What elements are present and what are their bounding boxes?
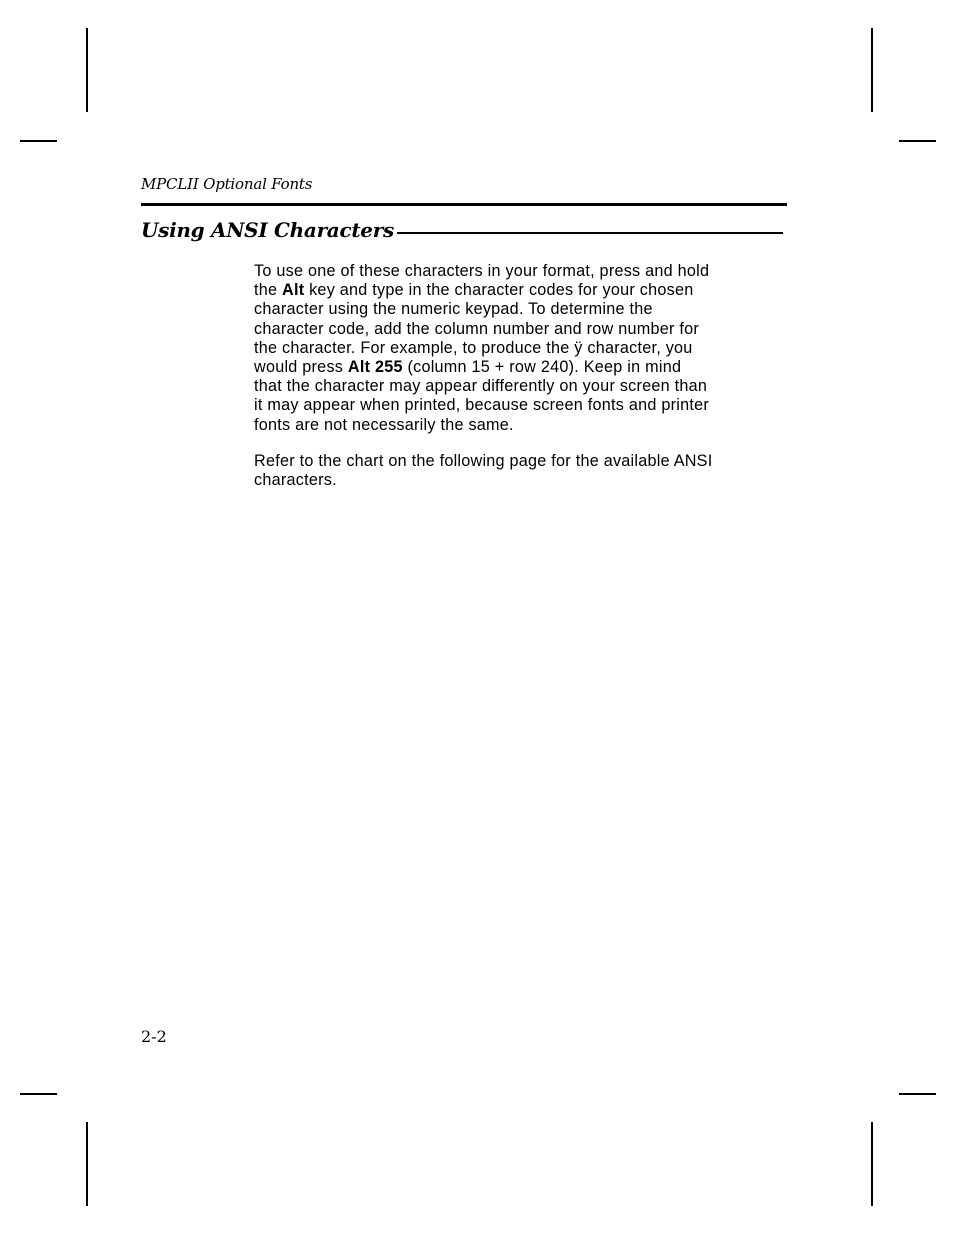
alt-key-label: Alt: [282, 281, 305, 300]
text-line: the character. For example, to produce the ÿ character, you: [254, 338, 693, 357]
text-fragment: the: [254, 281, 283, 300]
crop-mark-bottom-left-horizontal: [20, 1093, 57, 1095]
section-title-rule: [397, 232, 783, 234]
text-line: [254, 281, 784, 300]
alt-255-key-label: Alt 255: [347, 358, 403, 377]
section-heading: [141, 218, 783, 242]
header-rule: [141, 203, 787, 206]
text-line: character code, add the column number and row number for: [254, 319, 700, 338]
crop-mark-bottom-right-horizontal: [899, 1093, 936, 1095]
text-line: it may appear when printed, because screen fonts and printer: [254, 396, 710, 415]
paragraph-chart-reference: [254, 452, 784, 490]
text-line: character using the numeric keypad. To determine the: [254, 300, 653, 319]
crop-mark-top-right-vertical: [871, 28, 873, 112]
text-line: [254, 358, 784, 377]
text-fragment: (column 15 + row 240). Keep in mind: [402, 358, 682, 377]
crop-mark-top-left-horizontal: [20, 140, 57, 142]
crop-mark-bottom-right-vertical: [871, 1122, 873, 1206]
body-text: [254, 262, 784, 507]
paragraph-alt-key-instructions: [254, 262, 784, 435]
crop-mark-top-left-vertical: [86, 28, 88, 112]
text-fragment: key and type in the character codes for your chosen: [304, 281, 694, 300]
text-line: Refer to the chart on the following page for the available ANSI: [254, 451, 713, 470]
text-fragment: would press: [254, 358, 348, 377]
text-line: characters.: [254, 471, 337, 490]
text-line: fonts are not necessarily the same.: [254, 415, 514, 434]
text-line: To use one of these characters in your format, press and hold: [254, 262, 710, 280]
section-title: Using ANSI Characters: [141, 218, 394, 242]
crop-mark-bottom-left-vertical: [86, 1122, 88, 1206]
text-line: that the character may appear differently on your screen than: [254, 377, 708, 396]
running-header: MPCLII Optional Fonts: [141, 175, 313, 193]
page-number: 2-2: [141, 1027, 167, 1046]
crop-mark-top-right-horizontal: [899, 140, 936, 142]
